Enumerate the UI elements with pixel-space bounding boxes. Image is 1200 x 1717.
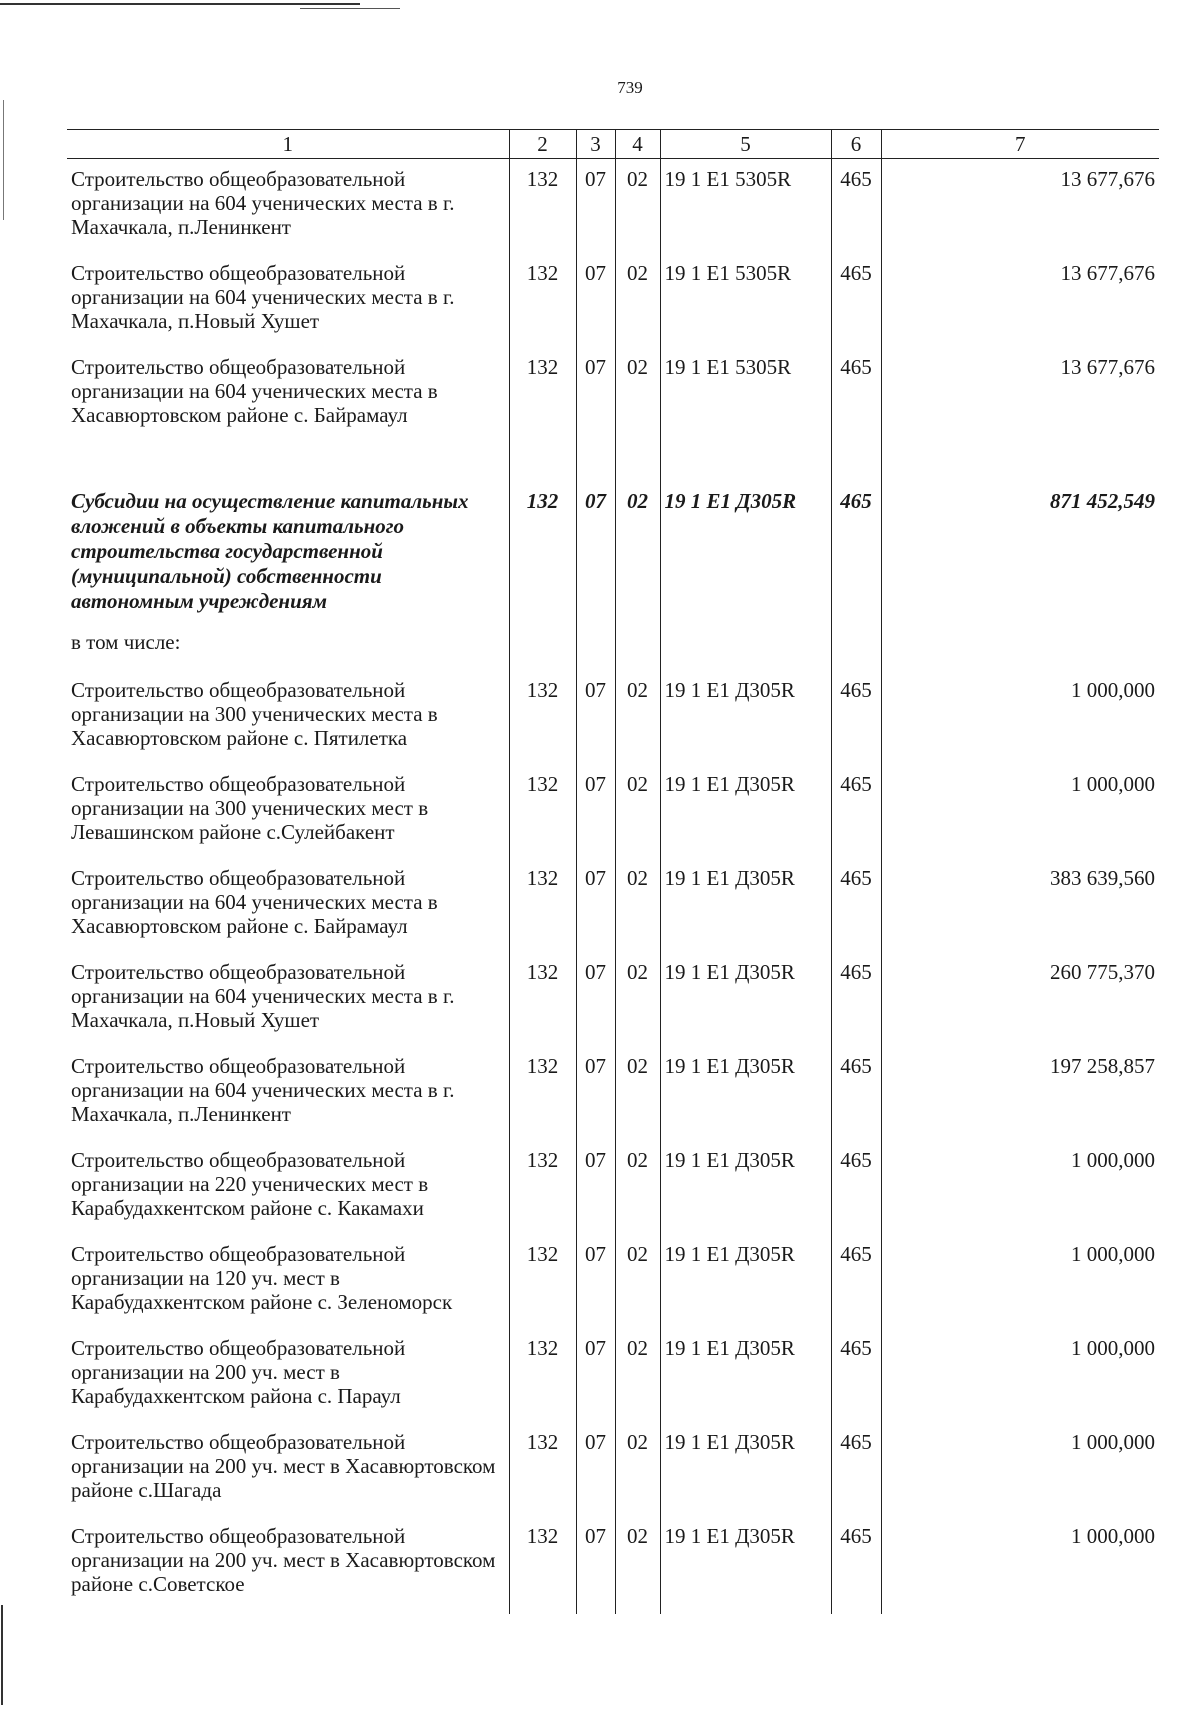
row-description: Строительство общеобразовательной организации на 604 ученических места в г. Махачкала, п.Ленинкент [71,1054,455,1126]
row-section-code: 07 [576,347,615,441]
row-expense-type: 465 [831,1234,881,1328]
row-section-code: 07 [576,670,615,764]
row-description: Строительство общеобразовательной организации на 120 уч. мест в Карабудахкентском районе с. Зеленоморск [71,1242,453,1314]
scan-artifact-line [0,3,360,5]
row-section-code: 07 [576,1046,615,1140]
table-row [67,1422,1159,1516]
row-subsection-code: 02 [615,253,660,347]
row-expense-type: 465 [831,952,881,1046]
row-expense-type: 465 [831,1422,881,1516]
row-amount [881,626,1159,670]
row-subsection-code: 02 [615,1422,660,1516]
row-subsection-code: 02 [615,347,660,441]
row-description: Субсидии на осуществление капитальных вложений в объекты капитального строительства государственной (муниципальной) собственности автономным учреждениям [71,489,469,613]
header-col-7: 7 [881,130,1159,159]
row-amount: 871 452,549 [881,441,1159,626]
row-subsection-code: 02 [615,670,660,764]
row-expense-type: 465 [831,1328,881,1422]
row-ministry-code: 132 [509,1234,576,1328]
row-ministry-code: 132 [509,1516,576,1614]
row-target-article: 19 1 Е1 Д305R [660,1328,831,1422]
row-expense-type: 465 [831,858,881,952]
header-col-3: 3 [576,130,615,159]
row-section-code: 07 [576,159,615,254]
table-header-row [67,130,1159,159]
row-description: Строительство общеобразовательной организации на 200 уч. мест в Хасавюртовском районе с.Шагада [71,1430,496,1502]
row-amount: 1 000,000 [881,1328,1159,1422]
row-target-article: 19 1 Е1 Д305R [660,1234,831,1328]
row-expense-type: 465 [831,347,881,441]
row-section-code: 07 [576,858,615,952]
row-target-article: 19 1 Е1 Д305R [660,1422,831,1516]
row-amount: 1 000,000 [881,1234,1159,1328]
row-expense-type: 465 [831,764,881,858]
row-section-code: 07 [576,1234,615,1328]
row-amount: 1 000,000 [881,1422,1159,1516]
budget-table [67,129,1159,1614]
row-expense-type: 465 [831,441,881,626]
row-target-article: 19 1 Е1 Д305R [660,670,831,764]
row-target-article: 19 1 Е1 Д305R [660,1046,831,1140]
row-description: Строительство общеобразовательной организации на 604 ученических места в г. Махачкала, п.Новый Хушет [71,261,455,333]
row-subsection-code: 02 [615,1234,660,1328]
row-ministry-code: 132 [509,670,576,764]
row-description: в том числе: [71,630,181,654]
row-ministry-code: 132 [509,253,576,347]
row-description: Строительство общеобразовательной организации на 604 ученических места в Хасавюртовском районе с. Байрамаул [71,866,438,938]
row-ministry-code [509,626,576,670]
row-ministry-code: 132 [509,764,576,858]
row-subsection-code: 02 [615,1516,660,1614]
row-amount: 13 677,676 [881,347,1159,441]
row-ministry-code: 132 [509,1140,576,1234]
row-ministry-code: 132 [509,1422,576,1516]
table-row [67,952,1159,1046]
row-target-article [660,626,831,670]
row-subsection-code: 02 [615,159,660,254]
row-amount: 260 775,370 [881,952,1159,1046]
row-target-article: 19 1 Е1 Д305R [660,1140,831,1234]
table-row [67,1234,1159,1328]
row-expense-type: 465 [831,253,881,347]
scan-artifact-line [300,8,400,9]
row-target-article: 19 1 Е1 Д305R [660,1516,831,1614]
row-expense-type: 465 [831,1516,881,1614]
row-amount: 1 000,000 [881,1516,1159,1614]
header-col-5: 5 [660,130,831,159]
row-ministry-code: 132 [509,347,576,441]
row-subsection-code: 02 [615,1140,660,1234]
row-section-code: 07 [576,1516,615,1614]
row-amount: 197 258,857 [881,1046,1159,1140]
row-subsection-code: 02 [615,952,660,1046]
table-row [67,1046,1159,1140]
row-amount: 383 639,560 [881,858,1159,952]
row-section-code: 07 [576,1328,615,1422]
row-description: Строительство общеобразовательной организации на 604 ученических места в г. Махачкала, п.Ленинкент [71,167,455,239]
table-row [67,626,1159,670]
row-target-article: 19 1 Е1 5305R [660,253,831,347]
row-description: Строительство общеобразовательной организации на 300 ученических места в Хасавюртовском районе с. Пятилетка [71,678,438,750]
table-row [67,253,1159,347]
row-subsection-code: 02 [615,1328,660,1422]
table-row [67,858,1159,952]
row-description: Строительство общеобразовательной организации на 200 уч. мест в Хасавюртовском районе с.Советское [71,1524,496,1596]
scan-artifact-margin [3,100,4,220]
table-row [67,1516,1159,1614]
row-section-code: 07 [576,952,615,1046]
row-expense-type [831,626,881,670]
table-row [67,1140,1159,1234]
row-target-article: 19 1 Е1 Д305R [660,858,831,952]
row-amount: 13 677,676 [881,253,1159,347]
row-ministry-code: 132 [509,858,576,952]
row-expense-type: 465 [831,1046,881,1140]
page-number: 739 [617,78,643,97]
header-col-2: 2 [509,130,576,159]
row-ministry-code: 132 [509,952,576,1046]
row-subsection-code: 02 [615,858,660,952]
row-subsection-code: 02 [615,764,660,858]
row-description: Строительство общеобразовательной организации на 300 ученических мест в Левашинском районе с.Сулейбакент [71,772,429,844]
table-row [67,670,1159,764]
row-ministry-code: 132 [509,159,576,254]
row-expense-type: 465 [831,159,881,254]
header-col-4: 4 [615,130,660,159]
row-section-code: 07 [576,441,615,626]
row-section-code: 07 [576,1140,615,1234]
row-description: Строительство общеобразовательной организации на 220 ученических мест в Карабудахкентском районе с. Какамахи [71,1148,429,1220]
row-description: Строительство общеобразовательной организации на 604 ученических места в Хасавюртовском районе с. Байрамаул [71,355,438,427]
header-col-1: 1 [67,130,509,159]
row-expense-type: 465 [831,1140,881,1234]
row-amount: 1 000,000 [881,670,1159,764]
row-target-article: 19 1 Е1 5305R [660,159,831,254]
row-target-article: 19 1 Е1 Д305R [660,952,831,1046]
row-subsection-code: 02 [615,1046,660,1140]
row-ministry-code: 132 [509,1046,576,1140]
header-col-6: 6 [831,130,881,159]
table-row [67,347,1159,441]
row-ministry-code: 132 [509,441,576,626]
row-amount: 1 000,000 [881,1140,1159,1234]
row-subsection-code [615,626,660,670]
row-section-code: 07 [576,253,615,347]
row-target-article: 19 1 Е1 5305R [660,347,831,441]
row-section-code: 07 [576,1422,615,1516]
table-row [67,764,1159,858]
scan-artifact-margin [1,1605,3,1705]
row-ministry-code: 132 [509,1328,576,1422]
row-description: Строительство общеобразовательной организации на 200 уч. мест в Карабудахкентском района с. Параул [71,1336,406,1408]
row-expense-type: 465 [831,670,881,764]
table-body [67,159,1159,1615]
row-section-code [576,626,615,670]
row-amount: 1 000,000 [881,764,1159,858]
table-row [67,441,1159,626]
row-description: Строительство общеобразовательной организации на 604 ученических места в г. Махачкала, п.Новый Хушет [71,960,455,1032]
row-target-article: 19 1 Е1 Д305R [660,764,831,858]
row-section-code: 07 [576,764,615,858]
table-row [67,159,1159,254]
table-row [67,1328,1159,1422]
row-subsection-code: 02 [615,441,660,626]
row-amount: 13 677,676 [881,159,1159,254]
row-target-article: 19 1 Е1 Д305R [660,441,831,626]
